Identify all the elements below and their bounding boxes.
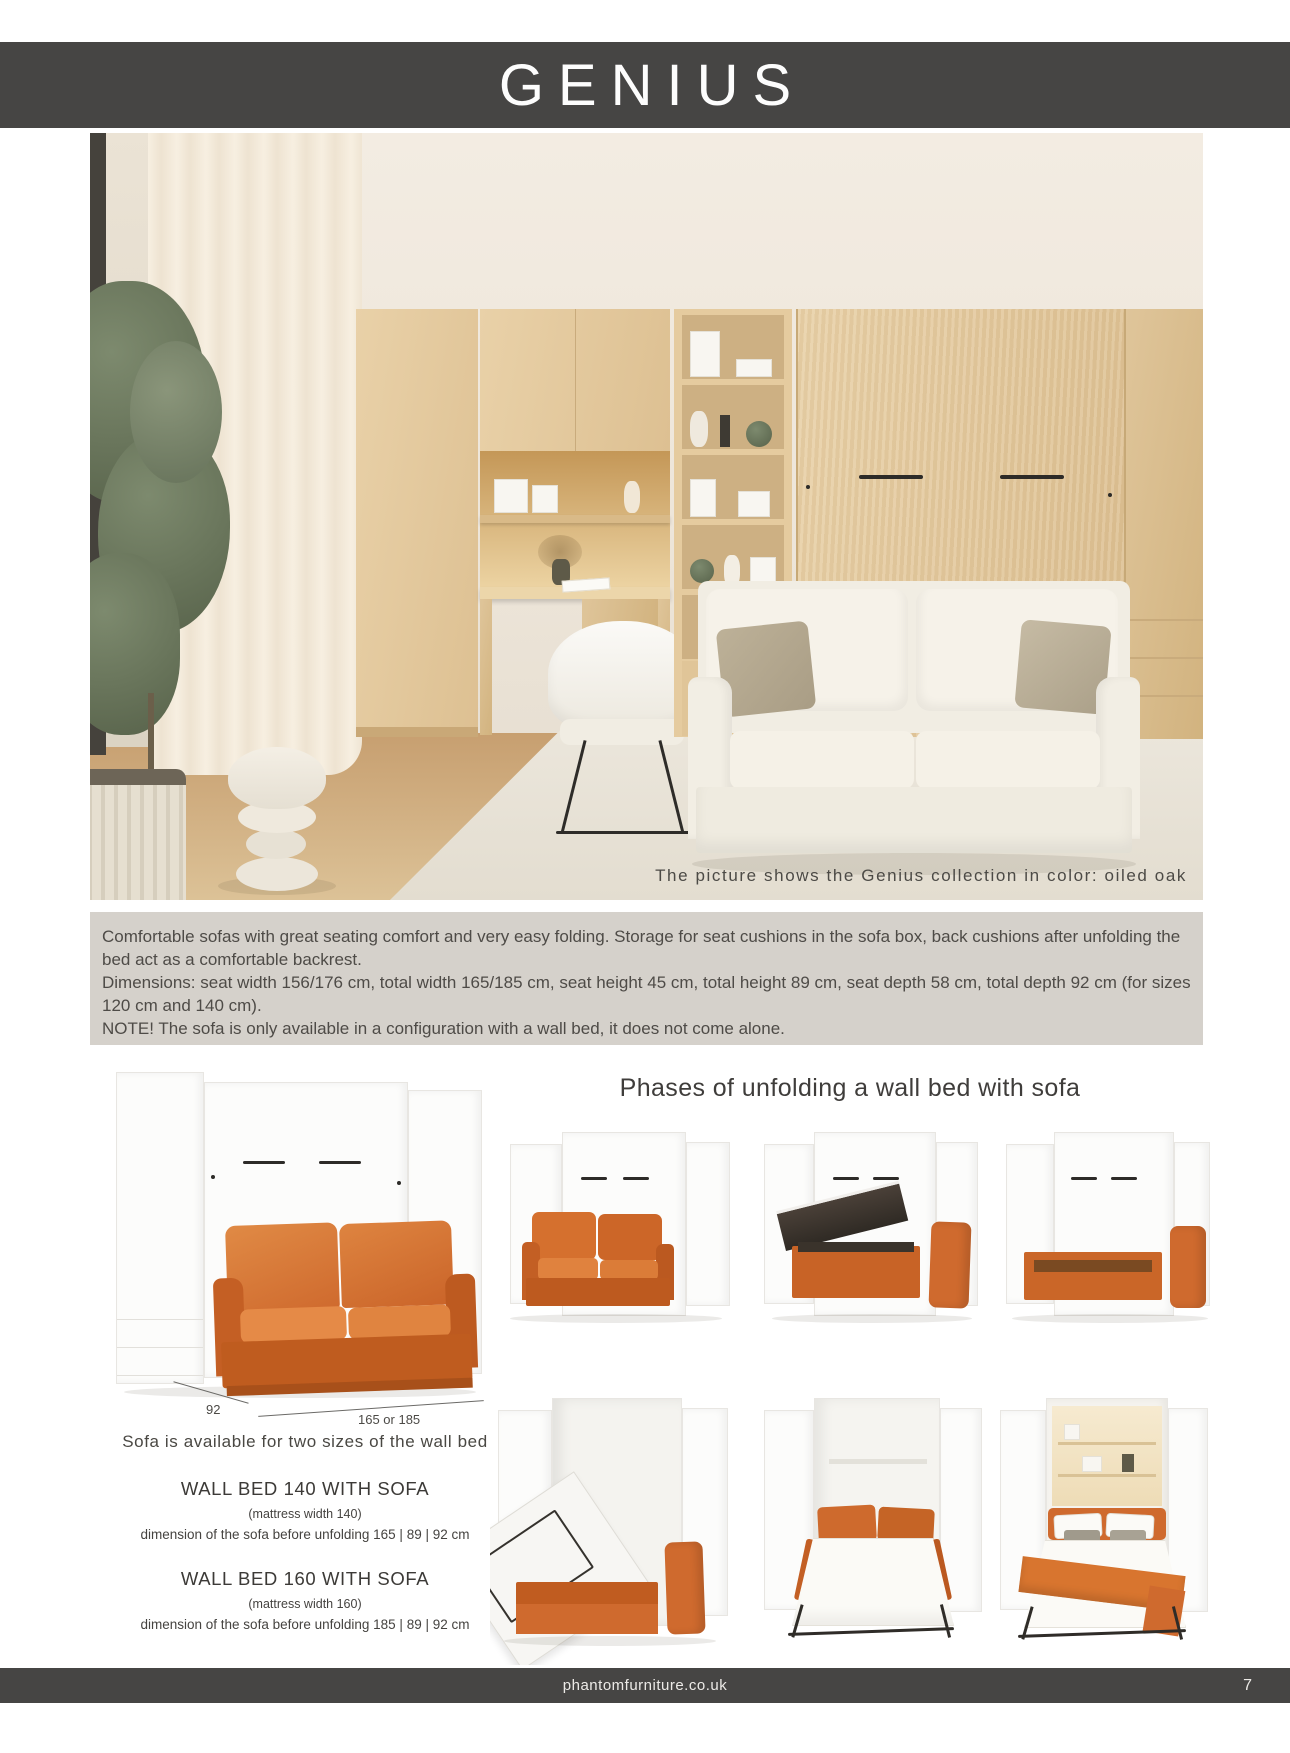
headrest-cushion xyxy=(877,1507,935,1544)
unit-handle xyxy=(1071,1177,1097,1180)
cavity-shelf xyxy=(829,1459,927,1464)
footer-url-link[interactable]: phantomfurniture.co.uk xyxy=(562,1677,728,1694)
headrest-cushion xyxy=(817,1505,877,1544)
plant-foliage xyxy=(130,341,222,483)
cushion-bundle xyxy=(664,1541,705,1634)
unit-right-panel xyxy=(686,1142,730,1306)
figure-lock xyxy=(397,1181,401,1185)
shelf-plant xyxy=(690,559,714,583)
sofa-base xyxy=(526,1278,670,1306)
footer-page-number: 7 xyxy=(1243,1676,1252,1694)
figure-handle xyxy=(319,1161,361,1164)
mattress xyxy=(792,1538,954,1626)
chair-leg-bar xyxy=(556,831,692,834)
unit-handle xyxy=(581,1177,607,1180)
phases-heading: Phases of unfolding a wall bed with sofa xyxy=(619,1074,1081,1102)
drawer-line xyxy=(117,1375,203,1376)
phase-3-empty-frame xyxy=(1002,1118,1210,1330)
books xyxy=(736,359,772,377)
shelf-plant xyxy=(746,421,772,447)
drawer-line xyxy=(117,1347,203,1348)
unit-handle xyxy=(1111,1177,1137,1180)
footer-bar xyxy=(0,1668,1290,1703)
width-dimension-label: 165 or 185 xyxy=(358,1412,421,1427)
phase-5-bed-unfolded xyxy=(760,1390,985,1665)
wallbed-lock xyxy=(1108,493,1112,497)
figure-lock xyxy=(211,1175,215,1179)
books xyxy=(738,491,770,517)
chair-seat xyxy=(560,719,684,745)
plant-stem xyxy=(148,693,154,773)
unit-handle xyxy=(873,1177,899,1180)
stool-disc xyxy=(246,829,306,859)
figure-left-cabinet xyxy=(116,1072,204,1384)
description-paragraph: Comfortable sofas with great seating comfort and very easy folding. Storage for seat cushions in the sofa box, back cushions after unfolding the bed act as a comfortable backrest. xyxy=(102,927,1181,970)
description-paragraph: Dimensions: seat width 156/176 cm, total width 165/185 cm, seat height 45 cm, total height 89 cm, seat depth 58 cm, total depth 92 cm (for sizes 120 cm and 140 cm). xyxy=(102,973,1191,1016)
niche-shelf xyxy=(1058,1474,1156,1477)
phase-sofa xyxy=(522,1212,674,1314)
option-mattress: (mattress width 140) xyxy=(248,1507,362,1521)
cushion-bundle xyxy=(929,1221,972,1308)
hero-caption: The picture shows the Genius collection in color: oiled oak xyxy=(655,866,1187,885)
unit-handle xyxy=(833,1177,859,1180)
niche-decor xyxy=(1064,1424,1080,1440)
phase-shadow xyxy=(504,1636,716,1646)
cushion-bundle xyxy=(1170,1226,1206,1308)
planter-pot-rim xyxy=(90,769,186,785)
hero-photo xyxy=(90,133,1203,900)
vase xyxy=(624,481,640,513)
sofa-seat-cushion xyxy=(600,1260,658,1280)
plant-foliage xyxy=(90,553,180,735)
books xyxy=(690,331,720,377)
bed-leg-frame xyxy=(788,1627,954,1636)
wallbed-handle xyxy=(859,475,923,479)
drawer-line xyxy=(117,1319,203,1320)
sofa-seat-cushion xyxy=(538,1258,598,1280)
phase-shadow xyxy=(1012,1314,1208,1323)
header-bar xyxy=(0,42,1290,128)
books-on-shelf xyxy=(494,479,528,513)
sofa-seat-cushion xyxy=(730,731,914,789)
unit-handle xyxy=(623,1177,649,1180)
sofa-frame-slot xyxy=(1034,1260,1152,1272)
sofa-box-interior xyxy=(798,1242,914,1252)
option-dimension: dimension of the sofa before unfolding 185 | 89 | 92 cm xyxy=(140,1617,470,1632)
sofa-base xyxy=(696,787,1132,853)
option-mattress: (mattress width 160) xyxy=(248,1597,362,1611)
option-name: WALL BED 140 WITH SOFA xyxy=(180,1478,430,1499)
phase-shadow xyxy=(510,1314,722,1323)
picture-frame xyxy=(690,479,716,517)
shelf xyxy=(682,519,784,525)
sofa-box xyxy=(792,1246,920,1298)
phase-4-panel-folding xyxy=(490,1390,740,1665)
wallbed-handle xyxy=(1000,475,1064,479)
planter-pot xyxy=(90,769,186,900)
desk-upper-cabinet xyxy=(480,309,670,451)
phase-1-closed-sofa xyxy=(500,1118,735,1330)
cabinet-door-split xyxy=(575,309,576,451)
niche-shelf xyxy=(480,515,670,523)
wallbed-option xyxy=(105,1478,505,1542)
shelf xyxy=(682,379,784,385)
sofa-seat-cushion xyxy=(916,731,1100,789)
phases-row-top xyxy=(490,1118,1210,1330)
figure-sofa xyxy=(211,1217,479,1402)
page-title: GENIUS xyxy=(498,52,806,118)
shelf xyxy=(682,449,784,455)
product-options xyxy=(105,1432,505,1632)
wardrobe-plinth xyxy=(356,727,478,737)
figure-handle xyxy=(243,1161,285,1164)
phases-row-bottom xyxy=(478,1390,1210,1665)
niche-shelf xyxy=(1058,1442,1156,1445)
phase-2-open-box xyxy=(758,1118,983,1330)
sofa-back-cushion xyxy=(532,1212,596,1260)
sofa-back-cushion xyxy=(339,1220,454,1308)
sofa-box-front xyxy=(516,1604,658,1634)
option-dimension: dimension of the sofa before unfolding 165 | 89 | 92 cm xyxy=(140,1527,470,1542)
sofa-back-cushion xyxy=(598,1214,662,1260)
depth-dimension-label: 92 xyxy=(206,1402,221,1417)
wallbed-sofa-figure xyxy=(110,1056,500,1428)
wallbed-lock xyxy=(806,485,810,489)
books-on-shelf xyxy=(532,485,558,513)
availability-note: Sofa is available for two sizes of the wall bed xyxy=(122,1432,488,1451)
phase-6-bed-made xyxy=(998,1390,1210,1665)
stool-top xyxy=(228,747,326,809)
wardrobe xyxy=(356,309,478,737)
option-name: WALL BED 160 WITH SOFA xyxy=(180,1568,430,1589)
phase-shadow xyxy=(772,1314,972,1323)
wallbed-option xyxy=(105,1568,505,1632)
vase xyxy=(690,411,708,447)
desk-side-panel xyxy=(480,599,492,735)
lit-niche xyxy=(1052,1406,1162,1506)
niche-decor xyxy=(1082,1456,1102,1472)
description-paragraph: NOTE! The sofa is only available in a configuration with a wall bed, it does not come alone. xyxy=(102,1019,785,1039)
description-box xyxy=(90,912,1203,1045)
sofa xyxy=(688,581,1140,887)
desk-niche xyxy=(480,451,670,587)
stool-base xyxy=(236,857,318,891)
bottle xyxy=(720,415,730,447)
niche-decor xyxy=(1122,1454,1134,1472)
